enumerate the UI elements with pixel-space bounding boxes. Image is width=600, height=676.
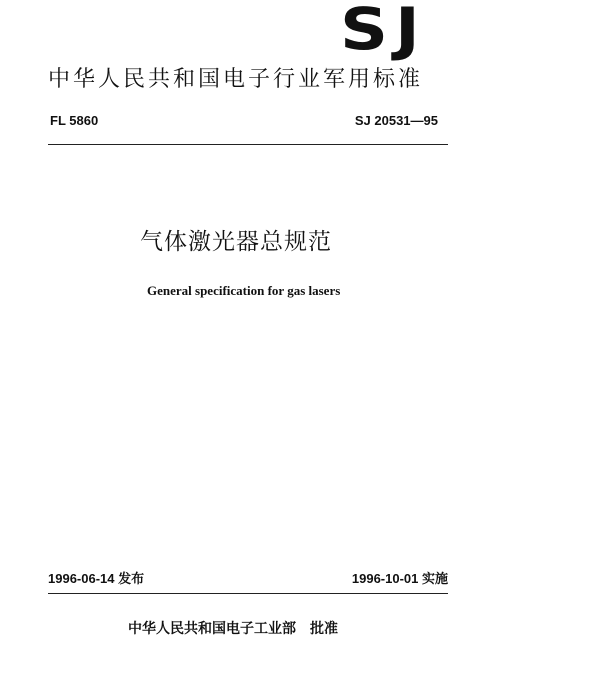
approver-name: 中华人民共和国电子工业部 bbox=[128, 621, 296, 637]
sj-logo: SJ bbox=[340, 0, 427, 63]
document-title-zh: 气体激光器总规范 bbox=[140, 229, 332, 255]
footer-divider bbox=[48, 593, 448, 594]
issue-date: 1996-06-14 发布 bbox=[48, 571, 145, 586]
approve-word: 批准 bbox=[310, 621, 338, 637]
fl-code: FL 5860 bbox=[50, 113, 99, 128]
standard-category: 中华人民共和国电子行业军用标准 bbox=[48, 67, 424, 92]
standard-number: SJ 20531—95 bbox=[354, 113, 438, 128]
implementation-date: 1996-10-01 实施 bbox=[351, 571, 448, 586]
approver-line bbox=[128, 620, 338, 638]
header-divider bbox=[48, 144, 448, 145]
document-title-en: General specification for gas lasers bbox=[147, 283, 341, 298]
